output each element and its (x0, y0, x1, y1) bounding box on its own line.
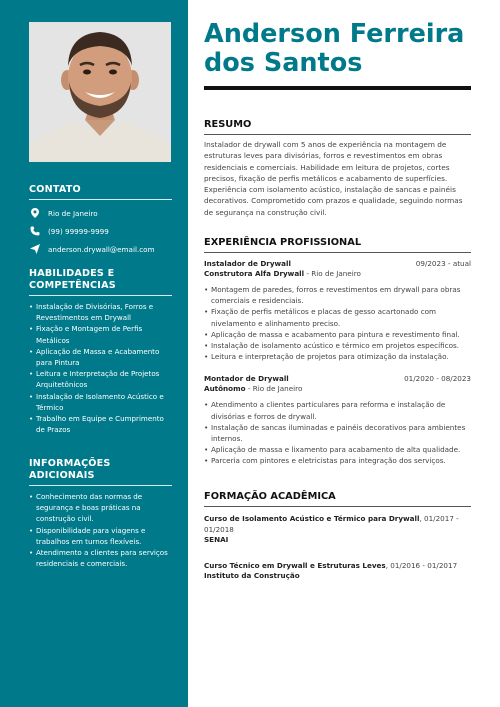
additional-section (29, 458, 172, 569)
candidate-name-line1: Anderson Ferreira (204, 19, 465, 49)
education-period: , 01/2017 - 01/2018 (204, 514, 459, 534)
job-company-line (204, 384, 471, 394)
list-item: • Instalação de Isolamento Acústico e Térmico (29, 391, 172, 413)
list-item: • Instalação de sancas iluminadas e painéis decorativos para ambientes internos. (204, 422, 471, 444)
contact-section (29, 184, 172, 254)
list-item: • Leitura e interpretação de projetos para otimização da instalação. (204, 351, 471, 362)
job-company: Autônomo (204, 384, 246, 394)
skills-title-line1: HABILIDADES E (29, 268, 115, 279)
job-bullets (204, 284, 471, 362)
experience-title: EXPERIÊNCIA PROFISSIONAL (204, 237, 471, 253)
list-item: • Instalação de Divisórias, Forros e Revestimentos em Drywall (29, 301, 172, 323)
education-institution: Instituto da Construção (204, 571, 300, 580)
list-item: • Aplicação de massa e acabamento para pintura e revestimento final. (204, 329, 471, 340)
job-entry (204, 259, 471, 362)
education-period: , 01/2016 - 01/2017 (385, 560, 458, 570)
list-item: • Instalação de isolamento acústico e térmico em projetos específicos. (204, 340, 471, 351)
job-bullets (204, 399, 471, 466)
job-role: Instalador de Drywall (204, 259, 291, 268)
job-date: 09/2023 - atual (415, 259, 471, 268)
candidate-name (204, 20, 474, 78)
contact-phone-row (29, 226, 172, 236)
experience-section (204, 237, 471, 467)
phone-icon (29, 226, 41, 236)
contact-email-row[interactable] (29, 244, 172, 254)
send-icon (29, 244, 41, 254)
job-location: - Rio de Janeiro (245, 384, 303, 394)
profile-photo-image (29, 22, 171, 162)
job-role: Montador de Drywall (204, 374, 289, 384)
job-location: - Rio de Janeiro (304, 269, 361, 278)
list-item: • Atendimento a clientes particulares para reforma e instalação de divisórias e forros de drywall. (204, 399, 471, 421)
skills-title-line2: COMPETÊNCIAS (29, 280, 116, 291)
contact-email[interactable]: anderson.drywall@email.com (48, 244, 155, 254)
summary-text: Instalador de drywall com 5 anos de experiência na montagem de estruturas leves para divisórias, forros e revestimentos em obras residenciais e comerciais. Habilidade em leitura de projetos, cortes precisos, fixação de perfis metálicos e acabamento de superfícies. Experiência com isolamento acústico, instalação de sancas e painéis decorativos. Comprometido com prazos e qualidade, seguindo normas de segurança na construção civil. (204, 140, 463, 217)
name-divider (204, 86, 471, 90)
additional-title: INFORMAÇÕES ADICIONAIS (29, 458, 172, 486)
skills-title (29, 268, 172, 296)
education-course: Curso de Isolamento Acústico e Térmico para Drywall (204, 514, 420, 523)
education-entry (204, 561, 471, 582)
location-pin-icon (29, 208, 41, 218)
job-company: Construtora Alfa Drywall (204, 269, 305, 278)
list-item: • Trabalho em Equipe e Cumprimento de Prazos (29, 413, 172, 435)
skills-section (29, 268, 172, 435)
education-course: Curso Técnico em Drywall e Estruturas Leves (204, 560, 386, 570)
list-item: • Parceria com pintores e eletricistas para integração dos serviços. (204, 455, 471, 466)
contact-location-row (29, 208, 172, 218)
job-company-line (204, 269, 471, 279)
education-entry (204, 514, 471, 546)
education-title: FORMAÇÃO ACADÊMICA (204, 491, 471, 507)
summary-title: RESUMO (204, 119, 471, 135)
list-item: • Atendimento a clientes para serviços residenciais e comerciais. (29, 547, 172, 569)
list-item: • Leitura e Interpretação de Projetos Arquitetônicos (29, 368, 172, 390)
skills-list (29, 301, 172, 435)
education-institution: SENAI (204, 535, 229, 544)
contact-phone: (99) 99999-9999 (48, 226, 109, 236)
list-item: • Aplicação de massa e lixamento para acabamento de alta qualidade. (204, 444, 471, 455)
contact-title: CONTATO (29, 184, 172, 200)
sidebar (0, 0, 188, 707)
contact-location: Rio de Janeiro (48, 208, 98, 218)
list-item: • Aplicação de Massa e Acabamento para Pintura (29, 346, 172, 368)
list-item: • Disponibilidade para viagens e trabalhos em turnos flexíveis. (29, 525, 172, 547)
list-item: • Fixação de perfis metálicos e placas de gesso acartonado com nivelamento e alinhamento preciso. (204, 306, 471, 328)
summary-section (204, 119, 471, 218)
profile-photo (29, 22, 171, 162)
list-item: • Fixação e Montagem de Perfis Metálicos (29, 323, 172, 345)
job-date: 01/2020 - 08/2023 (404, 374, 471, 384)
candidate-name-line2: dos Santos (204, 48, 363, 78)
education-section (204, 491, 471, 582)
list-item: • Conhecimento das normas de segurança e boas práticas na construção civil. (29, 491, 172, 525)
additional-list (29, 491, 172, 569)
job-entry (204, 374, 471, 466)
list-item: • Montagem de paredes, forros e revestimentos em drywall para obras comerciais e residenciais. (204, 284, 471, 306)
